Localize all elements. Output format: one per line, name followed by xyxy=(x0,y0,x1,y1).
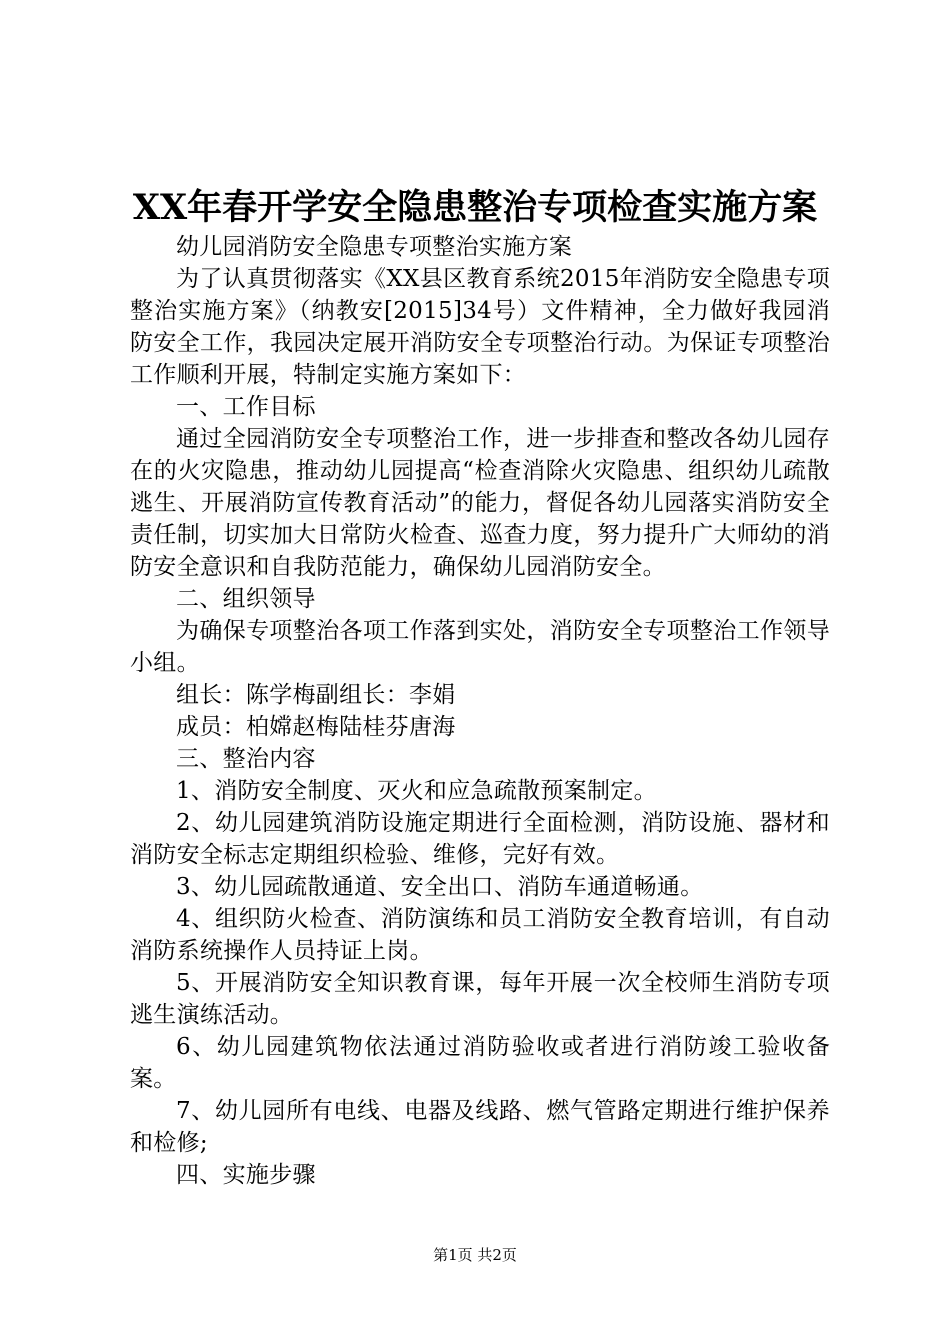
list-item: 1、消防安全制度、灭火和应急疏散预案制定。 xyxy=(176,778,657,804)
leadership-paragraph: 为确保专项整治各项工作落到实处，消防安全专项整治工作领导小组。 xyxy=(130,618,830,676)
section-heading-4: 四、实施步骤 xyxy=(176,1162,316,1188)
subtitle-paragraph: 幼儿园消防安全隐患专项整治实施方案 xyxy=(176,234,573,260)
list-item: 4、组织防火检查、消防演练和员工消防安全教育培训，有自动消防系统操作人员持证上岗。 xyxy=(130,906,830,964)
goal-paragraph: 通过全园消防安全专项整治工作，进一步排查和整改各幼儿园存在的火灾隐患，推动幼儿园提高“检查消除火灾隐患、组织幼儿疏散逃生、开展消防宣传教育活动”的能力，督促各幼儿园落实消防安全责任制，切实加大日常防火检查、巡查力度，努力提升广大师幼的消防安全意识和自我防范能力，确保幼儿园消防安全。 xyxy=(130,426,830,580)
section-heading-1: 一、工作目标 xyxy=(176,394,316,420)
list-item: 5、开展消防安全知识教育课，每年开展一次全校师生消防专项逃生演练活动。 xyxy=(130,970,830,1028)
intro-paragraph: 为了认真贯彻落实《XX县区教育系统2015年消防安全隐患专项整治实施方案》（纳教安[2015]34号）文件精神，全力做好我园消防安全工作，我园决定展开消防安全专项整治行动。为保证专项整治工作顺利开展，特制定实施方案如下： xyxy=(130,266,830,388)
list-item: 2、幼儿园建筑消防设施定期进行全面检测，消防设施、器材和消防安全标志定期组织检验、维修，完好有效。 xyxy=(130,810,830,868)
list-item: 6、幼儿园建筑物依法通过消防验收或者进行消防竣工验收备案。 xyxy=(130,1034,830,1092)
section-heading-3: 三、整治内容 xyxy=(176,746,316,772)
page-number-footer: 第1页 共2页 xyxy=(433,1246,517,1264)
list-item: 7、幼儿园所有电线、电器及线路、燃气管路定期进行维护保养和检修; xyxy=(130,1098,830,1156)
section-heading-2: 二、组织领导 xyxy=(176,586,316,612)
document-title: XX年春开学安全隐患整治专项检查实施方案 xyxy=(132,187,818,228)
list-item: 3、幼儿园疏散通道、安全出口、消防车通道畅通。 xyxy=(176,874,704,900)
document-body xyxy=(130,231,830,1191)
members-line: 成员：柏嫦赵梅陆桂芬唐海 xyxy=(176,714,456,740)
leaders-line: 组长：陈学梅副组长：李娟 xyxy=(176,682,456,708)
